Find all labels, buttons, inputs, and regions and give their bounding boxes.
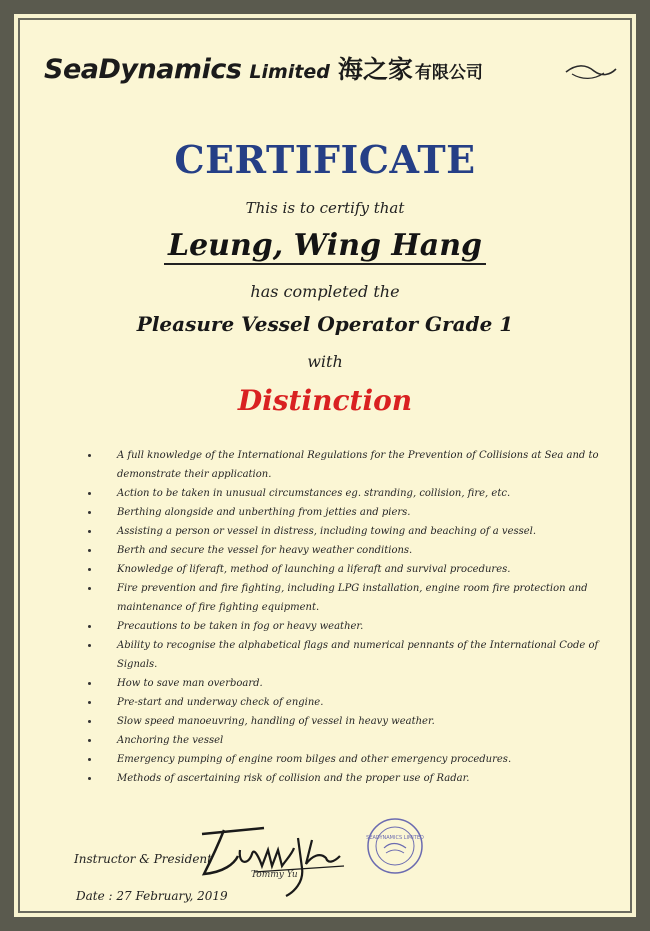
instructor-label: Instructor & President (74, 852, 212, 866)
list-item: Methods of ascertaining risk of collision and the proper use of Radar. (84, 769, 599, 788)
list-item: Berth and secure the vessel for heavy weather conditions. (84, 541, 599, 560)
list-item: Slow speed manoeuvring, handling of vessel in heavy weather. (84, 712, 599, 731)
signer-name: Tommy Yu (251, 870, 298, 880)
list-item: Precautions to be taken in fog or heavy weather. (84, 617, 599, 636)
brand-chinese-name: 海之家 (337, 55, 413, 84)
list-item: Ability to recognise the alphabetical flags and numerical pennants of the International Code of Signals. (84, 636, 599, 674)
brand-chinese-suffix: 有限公司 (414, 63, 483, 83)
list-item: Berthing alongside and unberthing from jetties and piers. (84, 503, 599, 522)
list-item: Fire prevention and fire fighting, including LPG installation, engine room fire protection and maintenance of fire fighting equipment. (84, 579, 599, 617)
list-item: Emergency pumping of engine room bilges and other emergency procedures. (84, 750, 599, 769)
seal-text: SEADYNAMICS LIMITED (366, 835, 424, 841)
list-item: Pre-start and underway check of engine. (84, 693, 599, 712)
list-item: Knowledge of liferaft, method of launching a liferaft and survival procedures. (84, 560, 599, 579)
company-header (44, 50, 624, 94)
list-item: A full knowledge of the International Regulations for the Prevention of Collisions at Sea and to demonstrate their application. (84, 446, 599, 484)
signature-mark (194, 820, 354, 900)
company-seal-icon (366, 817, 424, 875)
with-line: with (307, 352, 343, 371)
grade-distinction: Distinction (237, 384, 413, 417)
list-item: How to save man overboard. (84, 674, 599, 693)
certify-line: This is to certify that (245, 199, 405, 217)
certificate-title: CERTIFICATE (174, 137, 476, 182)
wave-logo-icon (564, 60, 618, 82)
recipient-name (14, 228, 636, 263)
brand-suffix: Limited (249, 61, 330, 83)
list-item: Anchoring the vessel (84, 731, 599, 750)
issue-date: Date : 27 February, 2019 (76, 889, 228, 903)
course-name: Pleasure Vessel Operator Grade 1 (136, 312, 514, 336)
list-item: Action to be taken in unusual circumstances eg. stranding, collision, fire, etc. (84, 484, 599, 503)
list-item: Assisting a person or vessel in distress, including towing and beaching of a vessel. (84, 522, 599, 541)
brand-name: SeaDynamics (44, 54, 242, 85)
recipient-name-text: Leung, Wing Hang (164, 228, 486, 265)
completed-line: has completed the (250, 282, 400, 301)
skills-list (84, 446, 599, 788)
